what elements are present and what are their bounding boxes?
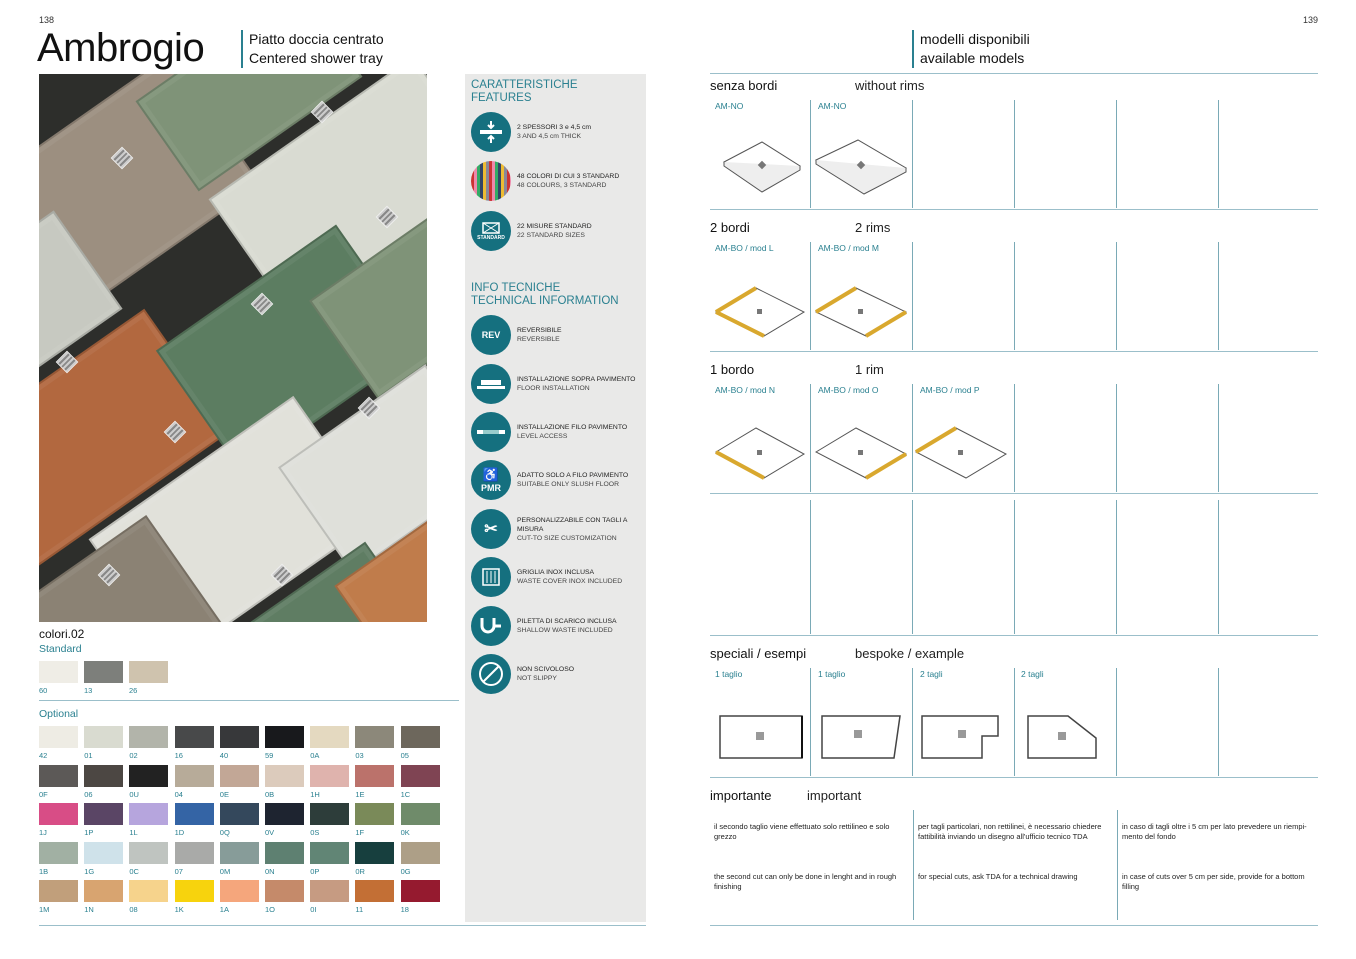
color-swatch [220, 803, 259, 825]
color-code: 0C [129, 866, 139, 876]
grid-line [710, 351, 1318, 352]
colors-heading: colori.02 [39, 627, 85, 641]
model-label: AM-BO / mod M [818, 243, 879, 253]
color-code: 0P [310, 866, 320, 876]
info-non-slip: NON SCIVOLOSO NOT SLIPPY [471, 654, 637, 694]
model-label: AM-BO / mod N [715, 385, 775, 395]
color-code: 04 [174, 789, 183, 799]
grid-line [1116, 100, 1117, 208]
cut-drawing [720, 716, 802, 758]
level-access-icon [471, 412, 511, 452]
tray-drawing [816, 428, 906, 478]
color-swatch [84, 803, 123, 825]
model-label: AM-NO [818, 101, 847, 111]
grid-line [1116, 500, 1117, 634]
color-code: 0U [129, 789, 139, 799]
color-code: 0S [310, 828, 320, 837]
color-code: 16 [174, 751, 183, 760]
note: per tagli particolari, non rettilinei, è necessario chiedere fattibilità inviando un disegno all'ufficio tecnico TDA for special cuts, ask TDA for a technical drawing [918, 822, 1102, 881]
color-code: 0E [219, 789, 229, 799]
tray-drawing [716, 428, 804, 478]
color-swatch [355, 880, 394, 902]
color-swatch [355, 842, 394, 864]
color-code: 0K [400, 828, 410, 837]
color-code: 1P [84, 828, 94, 837]
color-code: 13 [84, 686, 93, 695]
color-code: 26 [129, 686, 138, 695]
reversible-icon: REV [471, 315, 511, 355]
color-code: 42 [39, 751, 48, 760]
tray-drawing [724, 142, 800, 192]
color-swatch [175, 880, 214, 902]
tray-drawing [816, 140, 906, 194]
divider [39, 700, 459, 701]
tray-drawing [816, 288, 906, 336]
color-code: 05 [400, 751, 409, 760]
tray-drawing [916, 428, 1006, 478]
models-heading: modelli disponibili available models [912, 30, 1030, 68]
color-code: 0M [219, 866, 231, 876]
color-swatch [129, 803, 168, 825]
grid-line [710, 493, 1318, 494]
special-label: 2 tagli [1021, 669, 1044, 679]
color-swatch [84, 765, 123, 787]
color-swatch [129, 842, 168, 864]
color-swatch [401, 726, 440, 748]
color-code: 60 [39, 686, 48, 695]
feature-colours: 48 COLORI DI CUI 3 STANDARD 48 COLOURS, 3 STANDARD [471, 161, 637, 201]
color-swatch [310, 842, 349, 864]
grid-line [710, 925, 1318, 926]
color-swatch [265, 726, 304, 748]
tray-drawings-one-rim [710, 414, 1020, 484]
info-wheelchair: ♿ PMR ADATTO SOLO A FILO PAVIMENTO SUITABLE ONLY SLUSH FLOOR [471, 460, 637, 500]
color-swatch [39, 803, 78, 825]
floor-installation-icon [471, 364, 511, 404]
color-swatch [39, 765, 78, 787]
cut-drawing [822, 716, 900, 758]
hero-photo [39, 74, 427, 622]
color-swatch [39, 661, 78, 683]
color-swatch [39, 842, 78, 864]
grid-line [1014, 242, 1015, 350]
features-panel [465, 74, 646, 922]
divider [39, 925, 646, 926]
info-reversible: REV REVERSIBILE REVERSIBLE [471, 315, 637, 355]
section-title: speciali / esempi [710, 646, 807, 661]
color-swatch [310, 765, 349, 787]
note: in caso di tagli oltre i 5 cm per lato prevedere un riempi- mento del fondo in case of cuts over 5 cm per side, provide for a bottom filling [1122, 822, 1307, 891]
cut-icon: ✂ [471, 509, 511, 549]
color-swatch [401, 803, 440, 825]
color-swatch [84, 880, 123, 902]
color-swatch [265, 880, 304, 902]
color-swatch [220, 880, 259, 902]
color-swatch [265, 842, 304, 864]
cut-drawing [922, 716, 998, 758]
color-swatch [355, 765, 394, 787]
subtitle-en: Centered shower tray [249, 50, 383, 66]
feature-sizes: STANDARD 22 MISURE STANDARD 22 STANDARD SIZES [471, 211, 637, 251]
grid-line [710, 209, 1318, 210]
section-title: 2 bordi [710, 220, 750, 235]
non-slip-icon [471, 654, 511, 694]
section-title-en: important [807, 788, 862, 803]
info-level-access: INSTALLAZIONE FILO PAVIMENTO LEVEL ACCESS [471, 412, 637, 452]
color-swatch [129, 765, 168, 787]
sizes-icon: STANDARD [471, 211, 511, 251]
color-code: 1J [39, 828, 47, 837]
color-code: 1D [174, 828, 185, 837]
color-code: 0B [265, 789, 275, 799]
tray-drawing [716, 288, 804, 336]
color-swatch [84, 842, 123, 864]
color-swatch [129, 880, 168, 902]
color-swatch [175, 842, 214, 864]
features-heading: CARATTERISTICHE FEATURES [471, 79, 578, 104]
color-swatch [355, 803, 394, 825]
color-swatch [310, 726, 349, 748]
grid-line [1014, 500, 1015, 634]
color-code: 02 [129, 751, 138, 760]
special-label: 1 taglio [818, 669, 846, 679]
info-grate: GRIGLIA INOX INCLUSA WASTE COVER INOX INCLUDED [471, 557, 637, 597]
grid-line [1218, 242, 1219, 350]
color-swatch [265, 765, 304, 787]
grid-line [912, 500, 913, 634]
special-label: 1 taglio [715, 669, 743, 679]
section-title-en: 1 rim [855, 362, 884, 377]
color-code: 0G [400, 866, 411, 876]
color-code: 0N [265, 866, 275, 876]
grate-icon [471, 557, 511, 597]
page-subtitle [241, 30, 384, 68]
section-title: 1 bordo [710, 362, 755, 377]
grid-line [1218, 100, 1219, 208]
grid-line [1116, 242, 1117, 350]
grid-line [913, 810, 914, 920]
color-swatch [84, 661, 123, 683]
section-title: senza bordi [710, 78, 778, 93]
model-label: AM-BO / mod P [920, 385, 980, 395]
color-code: 1M [39, 905, 50, 914]
color-code: 1E [355, 789, 365, 799]
model-label: AM-BO / mod O [818, 385, 879, 395]
color-swatch [220, 726, 259, 748]
cut-drawings [710, 700, 1110, 770]
grid-line [810, 500, 811, 634]
note: il secondo taglio viene effettuato solo rettilineo e solo grezzo the second cut can only be done in lenght and in rough finishing [714, 822, 897, 891]
tray-drawings-no-rims [710, 130, 1010, 200]
color-code: 1A [219, 905, 229, 914]
color-swatch [310, 803, 349, 825]
color-swatch [129, 726, 168, 748]
grid-line [1218, 668, 1219, 776]
color-code: 0F [39, 789, 48, 799]
info-waste: PILETTA DI SCARICO INCLUSA SHALLOW WASTE INCLUDED [471, 606, 637, 646]
tray-drawings-two-rims [710, 272, 1010, 342]
color-code: 01 [84, 751, 93, 760]
color-swatch [175, 803, 214, 825]
section-title: importante [710, 788, 772, 803]
section-title-en: bespoke / example [855, 646, 965, 661]
color-code: 0I [310, 905, 317, 914]
left-page-number: 138 [39, 15, 55, 25]
thickness-icon [471, 112, 511, 152]
color-code: 0Q [219, 828, 230, 837]
color-code: 1K [174, 905, 184, 914]
color-code: 1H [310, 789, 320, 799]
color-swatch [401, 842, 440, 864]
page-title: Ambrogio [37, 26, 205, 70]
color-code: 1G [84, 866, 95, 876]
grid-line [1014, 100, 1015, 208]
grid-line [710, 635, 1318, 636]
section-title-en: 2 rims [855, 220, 891, 235]
wheelchair-icon: ♿ PMR [471, 460, 511, 500]
info-heading: INFO TECNICHE TECHNICAL INFORMATION [471, 282, 619, 307]
color-swatch [401, 880, 440, 902]
color-swatch [401, 765, 440, 787]
optional-label: Optional [39, 708, 79, 720]
color-swatch [39, 726, 78, 748]
cut-drawing [1028, 716, 1096, 758]
color-swatch [265, 803, 304, 825]
color-swatch [39, 880, 78, 902]
color-code: 1L [129, 828, 138, 837]
feature-thickness: 2 SPESSORI 3 e 4,5 cm 3 AND 4,5 cm THICK [471, 112, 637, 152]
special-label: 2 tagli [920, 669, 943, 679]
color-code: 0V [265, 828, 275, 837]
color-code: 1N [84, 905, 94, 914]
waste-icon [471, 606, 511, 646]
color-code: 0A [310, 751, 320, 760]
color-code: 18 [400, 905, 409, 914]
colours-icon [471, 161, 511, 201]
info-cut: ✂ PERSONALIZZABILE CON TAGLI A MISURA CUT-TO SIZE CUSTOMIZATION [471, 509, 637, 549]
color-swatch [175, 765, 214, 787]
color-code: 1O [265, 905, 276, 914]
color-code: 0R [355, 866, 365, 876]
color-swatch [175, 726, 214, 748]
color-swatch [220, 765, 259, 787]
color-code: 07 [174, 866, 183, 876]
color-swatch [129, 661, 168, 683]
color-swatch [355, 726, 394, 748]
grid-line [1116, 668, 1117, 776]
right-page-number: 139 [1303, 15, 1319, 25]
divider [710, 73, 1318, 74]
color-code: 11 [355, 905, 364, 914]
color-swatch [84, 726, 123, 748]
grid-line [710, 777, 1318, 778]
color-code: 1C [400, 789, 411, 799]
grid-line [1117, 810, 1118, 920]
grid-line [1218, 384, 1219, 492]
grid-line [1218, 500, 1219, 634]
color-code: 08 [129, 905, 138, 914]
color-code: 59 [265, 751, 274, 760]
grid-line [1116, 384, 1117, 492]
model-label: AM-BO / mod L [715, 243, 774, 253]
color-code: 03 [355, 751, 364, 760]
info-floor-installation: INSTALLAZIONE SOPRA PAVIMENTO FLOOR INSTALLATION [471, 364, 637, 404]
model-label: AM-NO [715, 101, 744, 111]
color-code: 1B [39, 866, 49, 876]
color-swatch [220, 842, 259, 864]
subtitle-it: Piatto doccia centrato [249, 31, 384, 47]
standard-label: Standard [39, 643, 82, 655]
color-code: 1F [355, 828, 365, 837]
color-code: 06 [84, 789, 93, 799]
section-title-en: without rims [855, 78, 925, 93]
color-swatch [310, 880, 349, 902]
color-code: 40 [219, 751, 229, 760]
